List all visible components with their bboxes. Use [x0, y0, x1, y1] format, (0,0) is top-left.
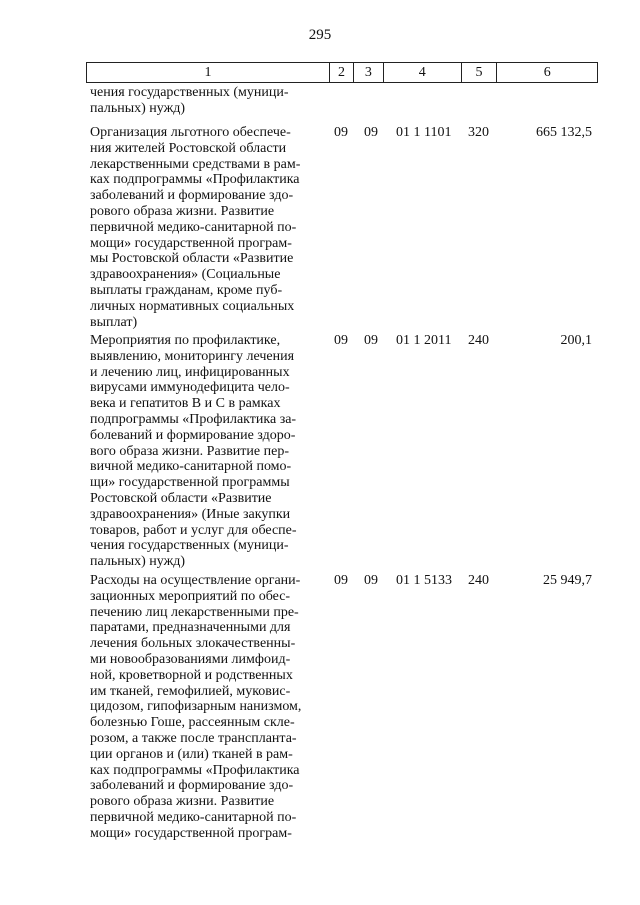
row-section: 09	[334, 125, 348, 140]
row-expense-type: 240	[468, 573, 489, 588]
row-description: Организация льготного обеспече- ния жителей Ростовской области лекарственными средствами в рам- ках подпрограммы «Профилактика заболеваний и формирование здо- рового образа жизни. Развитие первичной медико-санитарной по- мощи» государственной програм- мы Ростовской области «Развитие здравоохранения» (Социальные выплаты гражданам, кроме пуб- личных нормативных социальных выплат)	[90, 125, 301, 330]
row-amount: 200,1	[560, 333, 592, 348]
row-expense-type: 320	[468, 125, 489, 140]
header-cell-6: 6	[543, 65, 551, 80]
row-target-code: 01 1 2011	[396, 333, 452, 348]
page-number: 295	[308, 27, 332, 43]
row-target-code: 01 1 1101	[396, 125, 452, 140]
row-subsection: 09	[364, 573, 378, 588]
header-cell-3: 3	[354, 63, 384, 82]
header-cell-2: 2	[330, 63, 354, 82]
row-subsection: 09	[364, 125, 378, 140]
header-cell-5: 5	[462, 63, 498, 82]
row-amount: 25 949,7	[543, 573, 592, 588]
header-cell-1: 1	[87, 63, 330, 82]
row-target-code: 01 1 5133	[396, 573, 452, 588]
table-header-row	[86, 62, 598, 83]
header-cell-4: 4	[384, 63, 462, 82]
continuation-text: чения государственных (муници- пальных) нужд)	[90, 85, 289, 116]
row-expense-type: 240	[468, 333, 489, 348]
row-description: Расходы на осуществление органи- зационных мероприятий по обес- печению лиц лекарственными пре- паратами, предназначенными для лечения больных злокачественны- ми новообразованиями лимфоид- ной, кроветворной и родственных им тканей, гемофилией, муковис- цидозом, гипофизарным нанизмом, болезнью Гоше, рассеянным скле- розом, а также после транспланта- ции органов и (или) тканей в рам- ках подпрограммы «Профилактика заболеваний и формирование здо- рового образа жизни. Развитие первичной медико-санитарной по- мощи» государственной програм-	[90, 573, 302, 841]
row-subsection: 09	[364, 333, 378, 348]
row-section: 09	[334, 333, 348, 348]
row-description: Мероприятия по профилактике, выявлению, мониторингу лечения и лечению лиц, инфицированных вирусами иммунодефицита чело- века и гепатитов В и С в рамках подпрограммы «Профилактика за- болеваний и формирование здоро- вого образа жизни. Развитие пер- вичной медико-санитарной помо- щи» государственной программы Ростовской области «Развитие здравоохранения» (Иные закупки товаров, работ и услуг для обеспе- чения государственных (муници- пальных) нужд)	[90, 333, 297, 570]
row-section: 09	[334, 573, 348, 588]
row-amount: 665 132,5	[536, 125, 592, 140]
